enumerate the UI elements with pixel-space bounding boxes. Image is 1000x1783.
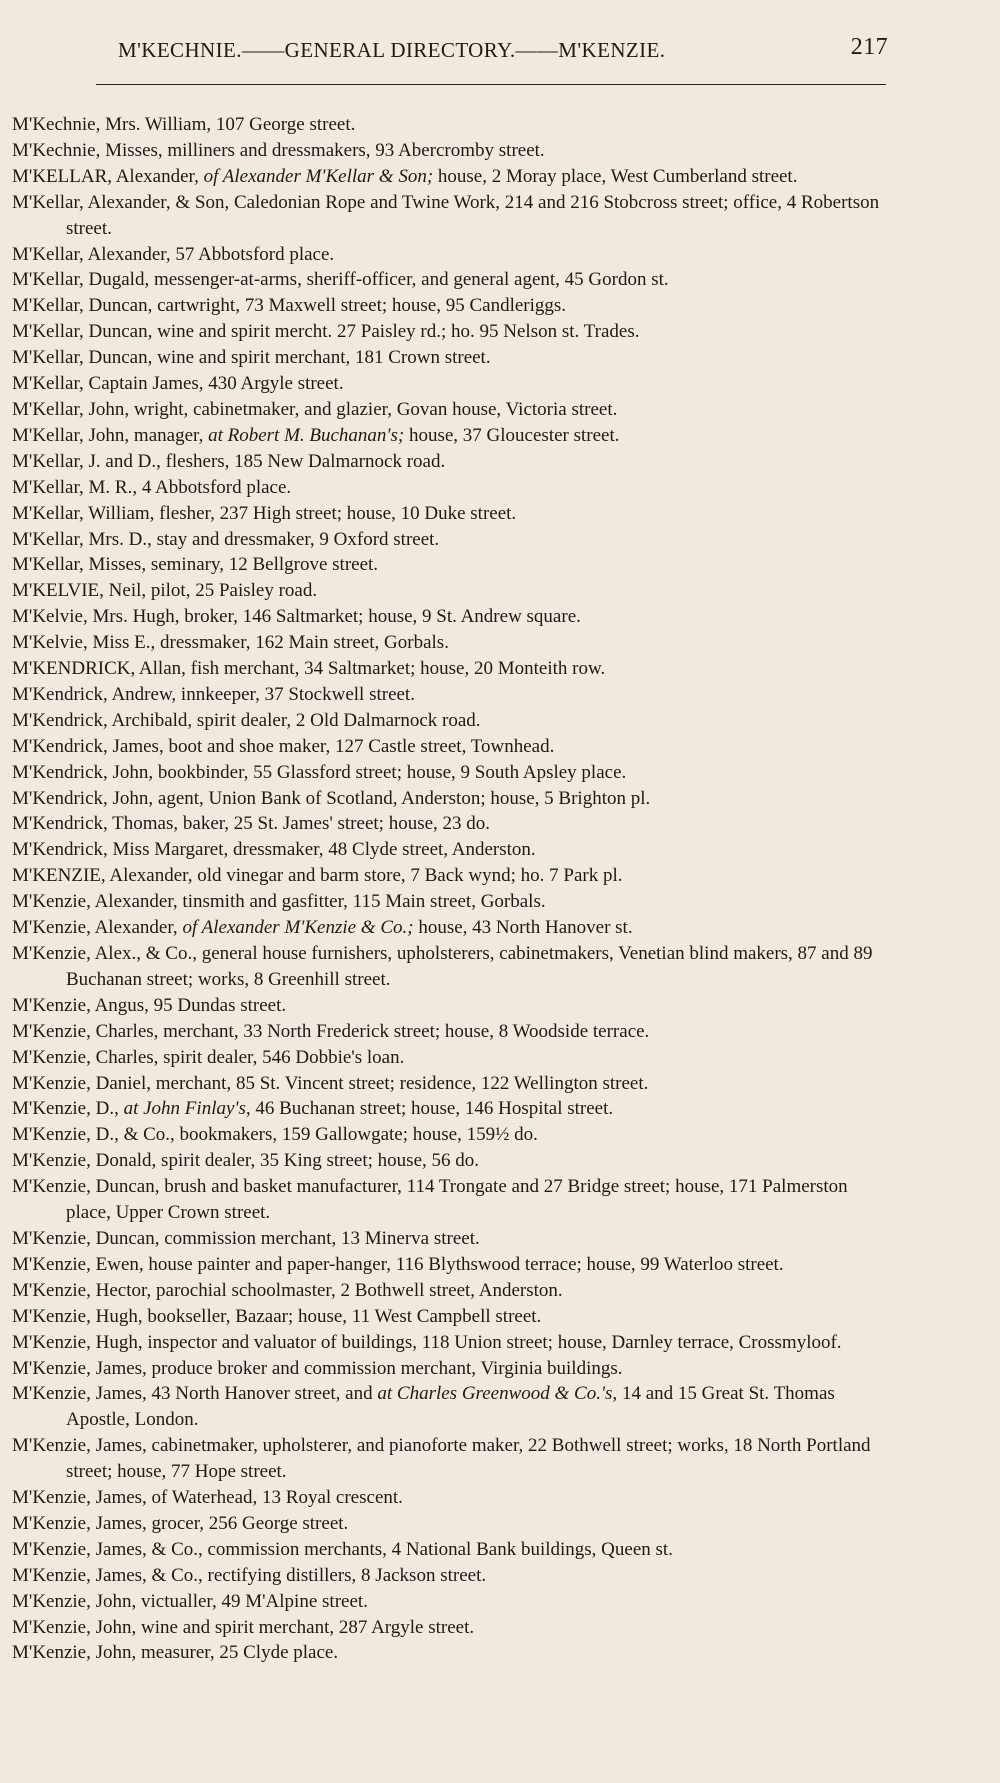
entry-text: M'Kenzie, James, 43 North Hanover street, and bbox=[12, 1383, 378, 1405]
directory-entry: M'Kenzie, Donald, spirit dealer, 35 King street; house, 56 do. bbox=[12, 1150, 480, 1172]
directory-entry: M'Kellar, Misses, seminary, 12 Bellgrove street. bbox=[12, 554, 379, 576]
directory-entry: M'Kenzie, James, & Co., commission merchants, 4 National Bank buildings, Queen st. bbox=[12, 1538, 673, 1560]
directory-entry: M'Kellar, William, flesher, 237 High street; house, 10 Duke street. bbox=[12, 502, 517, 524]
directory-entry: M'KENDRICK, Allan, fish merchant, 34 Saltmarket; house, 20 Monteith row. bbox=[12, 658, 606, 680]
entry-text: M'Kellar, John, manager, bbox=[12, 424, 209, 446]
directory-entry: M'Kendrick, John, agent, Union Bank of Scotland, Anderston; house, 5 Brighton pl. bbox=[12, 787, 651, 809]
directory-entry: M'Kenzie, Daniel, merchant, 85 St. Vincent street; residence, 122 Wellington street. bbox=[12, 1072, 649, 1094]
directory-entry: M'Kellar, Duncan, wine and spirit mercht. 27 Paisley rd.; ho. 95 Nelson st. Trades. bbox=[12, 321, 640, 343]
directory-entry: M'KELVIE, Neil, pilot, 25 Paisley road. bbox=[12, 580, 318, 602]
directory-entry: M'Kellar, J. and D., fleshers, 185 New Dalmarnock road. bbox=[12, 450, 446, 472]
entry-text: house, 43 North Hanover st. bbox=[413, 917, 633, 939]
directory-entry: M'Kellar, Alexander, & Son, Caledonian Rope and Twine Work, 214 and 216 Stobcross street; office, 4 Robertson street. bbox=[12, 191, 880, 239]
entry-text: M'KELLAR, Alexander, bbox=[12, 165, 204, 187]
page-number: 217 bbox=[850, 34, 888, 60]
entry-text: 46 Buchanan street; house, 146 Hospital street. bbox=[250, 1098, 614, 1120]
directory-entry: M'Kenzie, John, measurer, 25 Clyde place. bbox=[12, 1642, 339, 1664]
entry-italic-text: of Alexander M'Kenzie & Co.; bbox=[182, 917, 414, 939]
directory-entry: M'Kenzie, Alex., & Co., general house furnishers, upholsterers, cabinetmakers, Venetian blind makers, 87 and 89 Buchanan street; works, 8 Greenhill street. bbox=[12, 943, 873, 990]
directory-entry bbox=[12, 1381, 892, 1433]
entry-text: 14 and 15 Great St. Thomas Apostle, London. bbox=[66, 1383, 835, 1431]
directory-entry: M'Kenzie, Hugh, inspector and valuator of buildings, 118 Union street; house, Darnley terrace, Crossmyloof. bbox=[12, 1331, 842, 1353]
directory-entry: M'Kelvie, Miss E., dressmaker, 162 Main street, Gorbals. bbox=[12, 632, 449, 654]
directory-entry: M'Kendrick, Miss Margaret, dressmaker, 48 Clyde street, Anderston. bbox=[12, 839, 536, 861]
directory-entry: M'Kenzie, Charles, merchant, 33 North Frederick street; house, 8 Woodside terrace. bbox=[12, 1020, 650, 1042]
directory-entry bbox=[12, 915, 892, 941]
directory-entry: M'Kellar, Duncan, cartwright, 73 Maxwell street; house, 95 Candleriggs. bbox=[12, 295, 567, 317]
directory-entry: M'Kellar, Mrs. D., stay and dressmaker, 9 Oxford street. bbox=[12, 528, 440, 550]
directory-entry: M'Kenzie, James, cabinetmaker, upholsterer, and pianoforte maker, 22 Bothwell street; works, 18 North Portland street; house, 77 Hope street. bbox=[12, 1435, 871, 1483]
directory-entry: M'Kendrick, Thomas, baker, 25 St. James' street; house, 23 do. bbox=[12, 813, 491, 835]
directory-entry: M'Kellar, M. R., 4 Abbotsford place. bbox=[12, 476, 292, 498]
directory-entry: M'Kendrick, Archibald, spirit dealer, 2 Old Dalmarnock road. bbox=[12, 709, 481, 731]
directory-entry: M'Kenzie, Angus, 95 Dundas street. bbox=[12, 994, 287, 1016]
directory-entry: M'Kenzie, John, wine and spirit merchant, 287 Argyle street. bbox=[12, 1616, 475, 1638]
directory-entry: M'Kendrick, John, bookbinder, 55 Glassford street; house, 9 South Apsley place. bbox=[12, 761, 627, 783]
directory-entry: M'Kendrick, James, boot and shoe maker, 127 Castle street, Townhead. bbox=[12, 735, 555, 757]
directory-entry: M'Kenzie, James, & Co., rectifying distillers, 8 Jackson street. bbox=[12, 1564, 487, 1586]
directory-entry: M'Kechnie, Mrs. William, 107 George street. bbox=[12, 114, 356, 135]
directory-entry: M'Kenzie, James, produce broker and commission merchant, Virginia buildings. bbox=[12, 1357, 623, 1379]
directory-entry: M'Kelvie, Mrs. Hugh, broker, 146 Saltmarket; house, 9 St. Andrew square. bbox=[12, 606, 581, 628]
directory-entry: M'Kenzie, James, grocer, 256 George street. bbox=[12, 1512, 349, 1534]
directory-entry: M'Kellar, Dugald, messenger-at-arms, sheriff-officer, and general agent, 45 Gordon st. bbox=[12, 269, 669, 291]
directory-entry: M'Kenzie, Duncan, commission merchant, 13 Minerva street. bbox=[12, 1227, 480, 1249]
directory-entry: M'Kellar, Captain James, 430 Argyle street. bbox=[12, 373, 344, 395]
directory-entry: M'Kechnie, Misses, milliners and dressmakers, 93 Abercromby street. bbox=[12, 139, 545, 161]
directory-entry: M'Kenzie, Hugh, bookseller, Bazaar; house, 11 West Campbell street. bbox=[12, 1305, 542, 1327]
directory-entry: M'Kenzie, Hector, parochial schoolmaster, 2 Bothwell street, Anderston. bbox=[12, 1279, 563, 1301]
running-title: M'KECHNIE.——GENERAL DIRECTORY.——M'KENZIE. bbox=[118, 38, 666, 62]
entry-text: M'Kenzie, D., bbox=[12, 1098, 124, 1120]
directory-entry: M'Kenzie, Alexander, tinsmith and gasfitter, 115 Main street, Gorbals. bbox=[12, 891, 546, 913]
directory-entry bbox=[12, 1096, 892, 1122]
header-rule bbox=[96, 84, 886, 85]
directory-entries bbox=[12, 112, 892, 1666]
directory-entry: M'Kellar, Duncan, wine and spirit merchant, 181 Crown street. bbox=[12, 347, 491, 369]
directory-entry: M'Kenzie, Ewen, house painter and paper-hanger, 116 Blythswood terrace; house, 99 Waterloo street. bbox=[12, 1253, 784, 1275]
entry-italic-text: at Robert M. Buchanan's; bbox=[208, 424, 405, 446]
directory-entry bbox=[12, 423, 892, 449]
entry-text: house, 2 Moray place, West Cumberland street. bbox=[433, 165, 798, 187]
directory-entry: M'Kenzie, D., & Co., bookmakers, 159 Gallowgate; house, 159½ do. bbox=[12, 1124, 538, 1146]
directory-entry: M'Kellar, John, wright, cabinetmaker, and glazier, Govan house, Victoria street. bbox=[12, 398, 618, 420]
entry-italic-text: at John Finlay's, bbox=[123, 1098, 251, 1120]
directory-entry: M'Kenzie, James, of Waterhead, 13 Royal crescent. bbox=[12, 1487, 403, 1509]
directory-entry: M'Kenzie, John, victualler, 49 M'Alpine street. bbox=[12, 1590, 368, 1612]
directory-entry bbox=[12, 164, 892, 190]
entry-text: house, 37 Gloucester street. bbox=[404, 424, 620, 446]
directory-entry: M'Kellar, Alexander, 57 Abbotsford place. bbox=[12, 243, 335, 265]
directory-entry: M'KENZIE, Alexander, old vinegar and barm store, 7 Back wynd; ho. 7 Park pl. bbox=[12, 865, 623, 887]
directory-entry: M'Kenzie, Charles, spirit dealer, 546 Dobbie's loan. bbox=[12, 1046, 405, 1068]
entry-italic-text: of Alexander M'Kellar & Son; bbox=[203, 165, 434, 187]
page-header bbox=[118, 36, 888, 70]
entry-text: M'Kenzie, Alexander, bbox=[12, 917, 183, 939]
directory-entry: M'Kendrick, Andrew, innkeeper, 37 Stockwell street. bbox=[12, 683, 415, 705]
entry-italic-text: at Charles Greenwood & Co.'s, bbox=[377, 1383, 618, 1405]
directory-entry: M'Kenzie, Duncan, brush and basket manufacturer, 114 Trongate and 27 Bridge street; house, 171 Palmerston place, Upper Crown street. bbox=[12, 1176, 848, 1224]
